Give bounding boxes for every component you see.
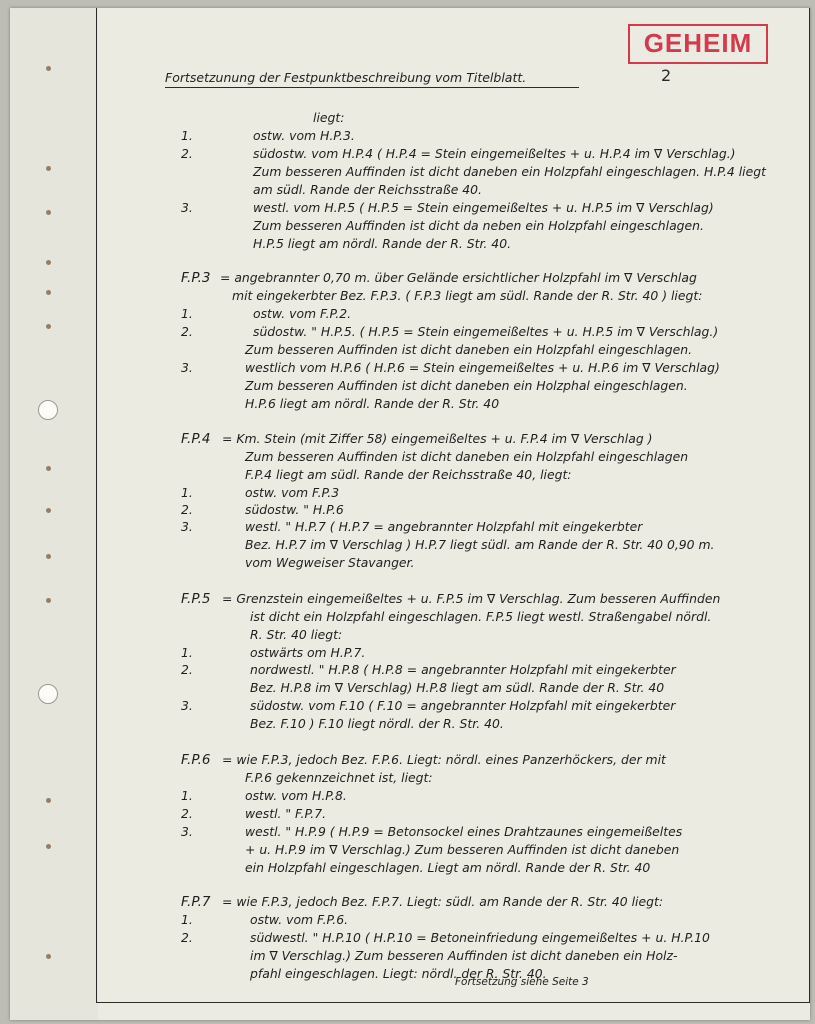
stamp-text: GEHEIM [643,28,753,58]
item-line: vom Wegweiser Stavanger. [245,555,415,570]
item-number: 2. [181,806,193,821]
item-line: südostw. vom F.10 ( F.10 = angebrannter Holzpfahl mit eingekerbter [250,698,676,713]
item-number: 2. [181,146,193,161]
rust-spot [46,954,51,959]
fp3-label: F.P.3 [181,270,211,286]
item-line: + u. H.P.9 im ∇ Verschlag.) Zum besseren Auffinden ist dicht daneben [245,842,680,857]
item-line: südostw. " H.P.6 [245,502,344,517]
item-line: Zum besseren Auffinden ist dicht daneben ein Holzpfahl eingeschlagen. [245,342,693,357]
item-line: ostwärts om H.P.7. [250,645,366,660]
fp6-line: F.P.6 gekennzeichnet ist, liegt: [245,770,433,785]
item-number: 2. [181,662,193,677]
item-line: am südl. Rande der Reichsstraße 40. [253,182,482,197]
rust-spot [46,466,51,471]
fp3-line: mit eingekerbter Bez. F.P.3. ( F.P.3 liegt am südl. Rande der R. Str. 40 ) liegt: [232,288,703,303]
rust-spot [46,798,51,803]
rust-spot [46,290,51,295]
item-line: ostw. vom F.P.3 [245,485,340,500]
fp5-line: ist dicht ein Holzpfahl eingeschlagen. F.P.5 liegt westl. Straßengabel nördl. [250,609,712,624]
fp6-label: F.P.6 [181,752,211,768]
item-number: 2. [181,324,193,339]
rust-spot [46,66,51,71]
item-line: ostw. vom H.P.3. [253,128,355,143]
rust-spot [46,844,51,849]
item-number: 2. [181,502,193,517]
geheim-stamp [628,24,768,64]
punch-hole [38,684,58,704]
rust-spot [46,598,51,603]
item-line: westl. vom H.P.5 ( H.P.5 = Stein eingemeißeltes + u. H.P.5 im ∇ Verschlag) [253,200,714,215]
item-line: Zum besseren Auffinden ist dicht daneben ein Holzphal eingeschlagen. [245,378,688,393]
fp4-line: F.P.4 liegt am südl. Rande der Reichsstraße 40, liegt: [245,467,572,482]
item-line: südostw. vom H.P.4 ( H.P.4 = Stein eingemeißeltes + u. H.P.4 im ∇ Verschlag.) [253,146,736,161]
item-line: Bez. H.P.8 im ∇ Verschlag) H.P.8 liegt am südl. Rande der R. Str. 40 [250,680,665,695]
continuation-note: Fortsetzung siehe Seite 3 [455,976,589,988]
item-line: südostw. " H.P.5. ( H.P.5 = Stein eingemeißeltes + u. H.P.5 im ∇ Verschlag.) [253,324,719,339]
fp7-line: = wie F.P.3, jedoch Bez. F.P.7. Liegt: südl. am Rande der R. Str. 40 liegt: [222,894,663,909]
binding-margin [10,8,98,1020]
item-line: südwestl. " H.P.10 ( H.P.10 = Betoneinfriedung eingemeißeltes + u. H.P.10 [250,930,710,945]
page-header: Fortsetzunung der Festpunktbeschreibung vom Titelblatt. [165,70,579,88]
item-line: westl. " F.P.7. [245,806,327,821]
fp4-line: = Km. Stein (mit Ziffer 58) eingemeißeltes + u. F.P.4 im ∇ Verschlag ) [222,431,653,446]
item-number: 1. [181,645,193,660]
rust-spot [46,554,51,559]
item-line: Zum besseren Auffinden ist dicht daneben ein Holzpfahl eingeschlagen. H.P.4 liegt [253,164,766,179]
item-number: 2. [181,930,193,945]
rust-spot [46,166,51,171]
item-line: westl. " H.P.7 ( H.P.7 = angebrannter Holzpfahl mit eingekerbter [245,519,643,534]
item-number: 3. [181,824,193,839]
fp3-line: = angebrannter 0,70 m. über Gelände ersichtlicher Holzpfahl im ∇ Verschlag [220,270,697,285]
fp5-line: R. Str. 40 liegt: [250,627,343,642]
page-number: 2 [661,66,672,85]
item-line: H.P.5 liegt am nördl. Rande der R. Str. 40. [253,236,512,251]
fp6-line: = wie F.P.3, jedoch Bez. F.P.6. Liegt: nördl. eines Panzerhöckers, der mit [222,752,666,767]
rust-spot [46,260,51,265]
item-line: pfahl eingeschlagen. Liegt: nördl. der R. Str. 40. [250,966,547,981]
item-number: 3. [181,360,193,375]
item-line: Bez. F.10 ) F.10 liegt nördl. der R. Str. 40. [250,716,504,731]
item-number: 1. [181,128,193,143]
fp5-label: F.P.5 [181,591,211,607]
item-line: im ∇ Verschlag.) Zum besseren Auffinden ist dicht daneben ein Holz- [250,948,678,963]
item-line: ostw. vom H.P.8. [245,788,347,803]
rust-spot [46,324,51,329]
fp4-line: Zum besseren Auffinden ist dicht daneben ein Holzpfahl eingeschlagen [245,449,689,464]
item-number: 3. [181,698,193,713]
item-line: Bez. H.P.7 im ∇ Verschlag ) H.P.7 liegt südl. am Rande der R. Str. 40 0,90 m. [245,537,715,552]
item-number: 3. [181,519,193,534]
item-number: 1. [181,788,193,803]
item-number: 3. [181,200,193,215]
rust-spot [46,508,51,513]
item-line: westlich vom H.P.6 ( H.P.6 = Stein eingemeißeltes + u. H.P.6 im ∇ Verschlag) [245,360,720,375]
item-line: Zum besseren Auffinden ist dicht da neben ein Holzpfahl eingeschlagen. [253,218,704,233]
item-number: 1. [181,912,193,927]
punch-hole [38,400,58,420]
fp4-label: F.P.4 [181,431,211,447]
rust-spot [46,210,51,215]
fp5-line: = Grenzstein eingemeißeltes + u. F.P.5 im ∇ Verschlag. Zum besseren Auffinden [222,591,721,606]
item-line: ostw. vom F.P.6. [250,912,349,927]
liegt-label: liegt: [313,110,345,125]
item-line: nordwestl. " H.P.8 ( H.P.8 = angebrannter Holzpfahl mit eingekerbter [250,662,676,677]
item-number: 1. [181,306,193,321]
item-line: H.P.6 liegt am nördl. Rande der R. Str. 40 [245,396,500,411]
item-line: westl. " H.P.9 ( H.P.9 = Betonsockel eines Drahtzaunes eingemeißeltes [245,824,683,839]
item-line: ostw. vom F.P.2. [253,306,352,321]
item-line: ein Holzpfahl eingeschlagen. Liegt am nördl. Rande der R. Str. 40 [245,860,651,875]
fp7-label: F.P.7 [181,894,211,910]
item-number: 1. [181,485,193,500]
